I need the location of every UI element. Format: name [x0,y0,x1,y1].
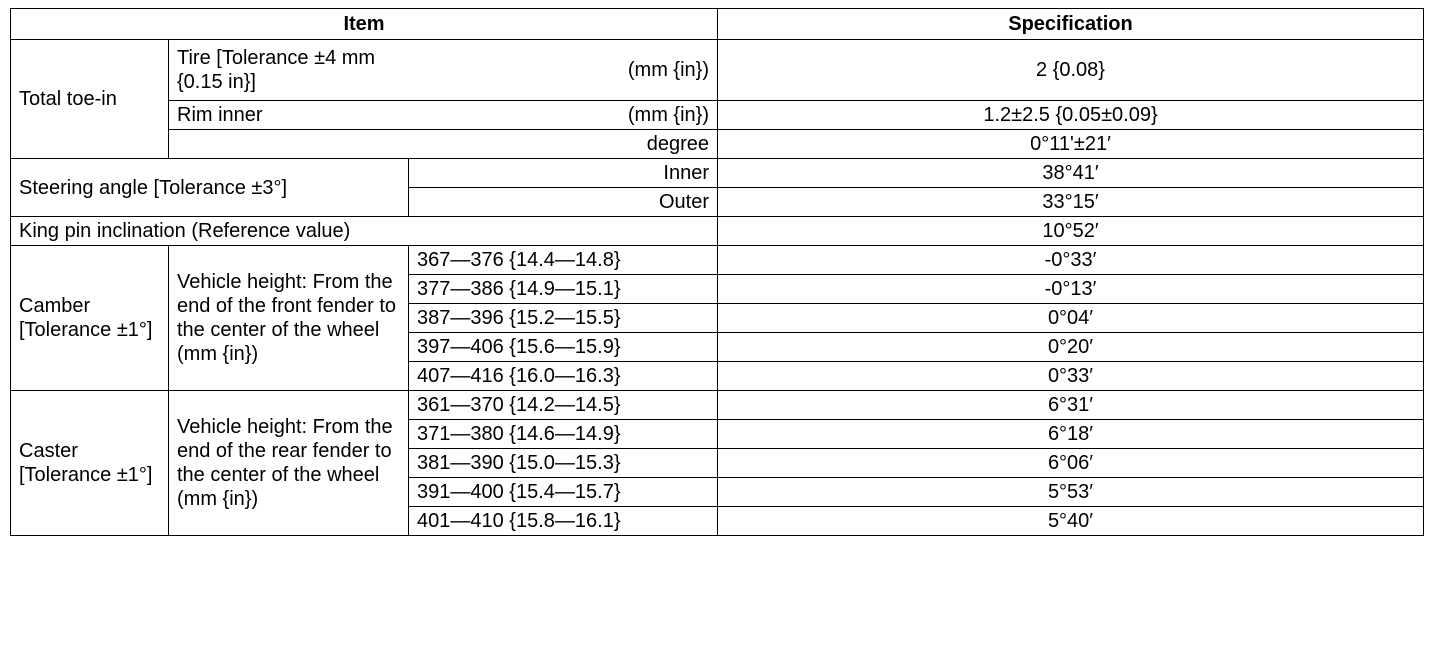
caster-height: 361—370 {14.2—14.5} [409,391,718,420]
camber-spec: 0°20′ [718,333,1424,362]
degree-spec: 0°11'±21′ [718,130,1424,159]
caster-spec: 5°40′ [718,507,1424,536]
camber-height: 397—406 {15.6—15.9} [409,333,718,362]
steering-label: Steering angle [Tolerance ±3°] [11,159,409,217]
item-header: Item [11,9,718,40]
rim-unit: (mm {in}) [627,104,709,126]
camber-height: 407—416 {16.0—16.3} [409,362,718,391]
steering-outer-label: Outer [409,188,718,217]
caster-height: 371—380 {14.6—14.9} [409,420,718,449]
caster-height: 391—400 {15.4—15.7} [409,478,718,507]
camber-condition: Vehicle height: From the end of the front fender to the center of the wheel (mm {in}) [169,246,409,391]
camber-height: 367—376 {14.4—14.8} [409,246,718,275]
table-row [11,40,1424,101]
caster-height: 401—410 {15.8—16.1} [409,507,718,536]
caster-spec: 6°31′ [718,391,1424,420]
camber-spec: -0°33′ [718,246,1424,275]
table-row [11,217,1424,246]
king-pin-label: King pin inclination (Reference value) [11,217,718,246]
table-row [11,130,1424,159]
specification-header: Specification [718,9,1424,40]
table-row [11,391,1424,420]
tire-label: Tire [Tolerance ±4 mm {0.15 in}] [177,47,376,93]
camber-spec: 0°33′ [718,362,1424,391]
table-row [11,101,1424,130]
caster-spec: 6°18′ [718,420,1424,449]
rim-label: Rim inner [177,104,263,126]
caster-label: Caster [Tolerance ±1°] [11,391,169,536]
tire-cell [169,40,718,101]
steering-inner-spec: 38°41′ [718,159,1424,188]
tire-spec: 2 {0.08} [718,40,1424,101]
camber-label: Camber [Tolerance ±1°] [11,246,169,391]
camber-spec: 0°04′ [718,304,1424,333]
caster-height: 381—390 {15.0—15.3} [409,449,718,478]
table-row [11,246,1424,275]
camber-spec: -0°13′ [718,275,1424,304]
header-row [11,9,1424,40]
caster-condition: Vehicle height: From the end of the rear fender to the center of the wheel (mm {in}) [169,391,409,536]
tire-unit: (mm {in}) [627,59,709,81]
degree-unit: degree [169,130,718,159]
rim-cell [169,101,718,130]
rim-spec: 1.2±2.5 {0.05±0.09} [718,101,1424,130]
king-pin-spec: 10°52′ [718,217,1424,246]
steering-inner-label: Inner [409,159,718,188]
table-row [11,159,1424,188]
caster-spec: 6°06′ [718,449,1424,478]
caster-spec: 5°53′ [718,478,1424,507]
camber-height: 377—386 {14.9—15.1} [409,275,718,304]
steering-outer-spec: 33°15′ [718,188,1424,217]
specification-table [10,8,1424,536]
camber-height: 387—396 {15.2—15.5} [409,304,718,333]
toe-in-label: Total toe-in [11,40,169,159]
